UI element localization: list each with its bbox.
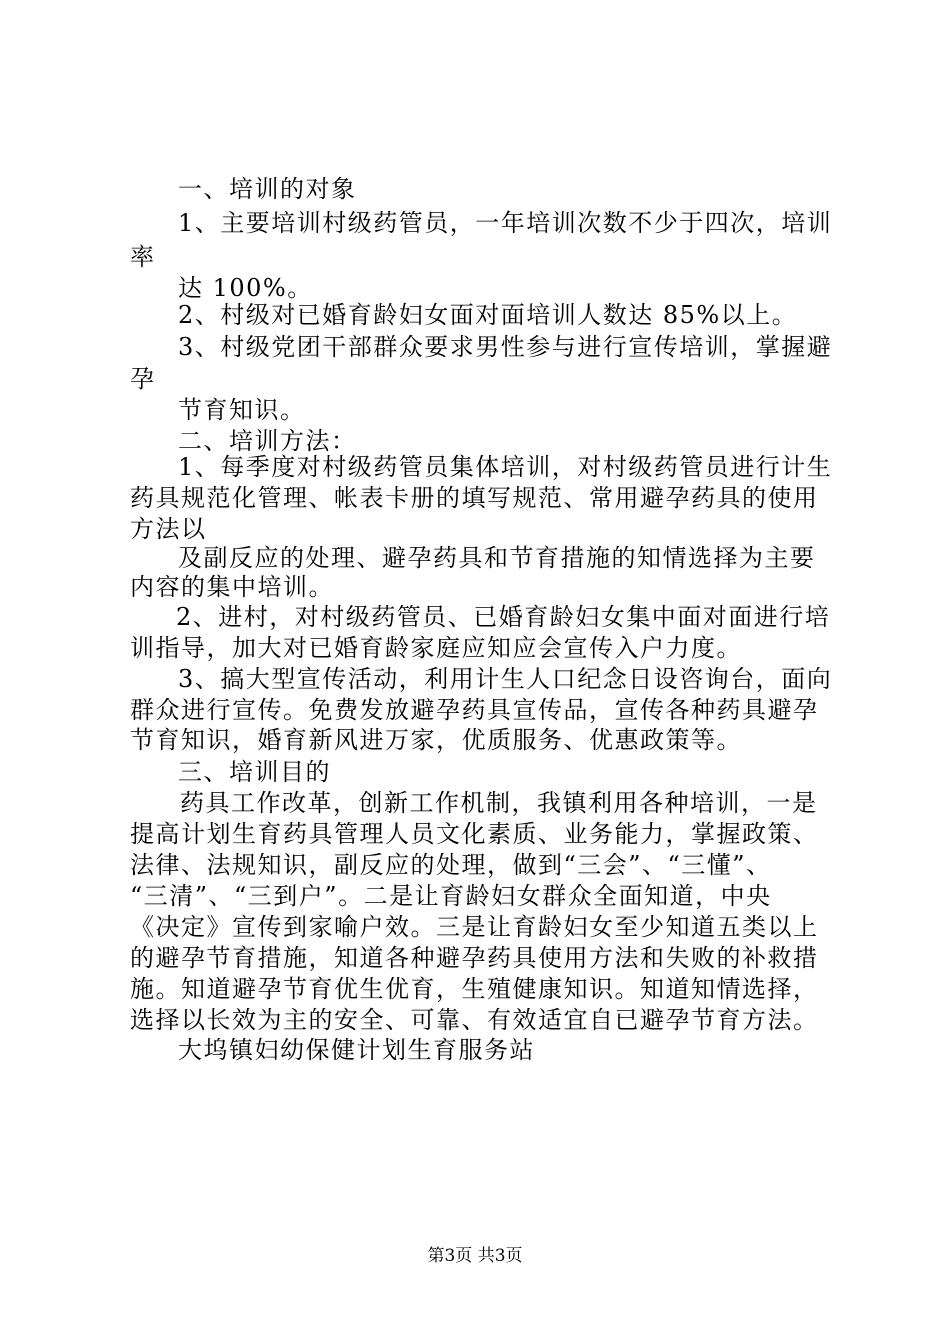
- paragraph-line: 率: [130, 243, 156, 271]
- paragraph-line: 选择以长效为主的安全、可靠、有效适宜自已避孕节育方法。: [130, 1006, 819, 1034]
- paragraph-line: 孕: [130, 365, 156, 393]
- paragraph-line: 2、进村，对村级药管员、已婚育龄妇女集中面对面进行培: [176, 603, 831, 631]
- paragraph-line: 训指导，加大对已婚育龄家庭应知应会宣传入户力度。: [130, 634, 742, 662]
- paragraph-line: 1、主要培训村级药管员，一年培训次数不少于四次，培训: [178, 209, 833, 237]
- paragraph-line: 提高计划生育药具管理人员文化素质、业务能力，掌握政策、: [130, 820, 819, 848]
- paragraph-line: 药具规范化管理、帐表卡册的填写规范、常用避孕药具的使用: [130, 484, 819, 512]
- paragraph-line: 法律、法规知识，副反应的处理，做到“三会”、“三懂”、: [130, 851, 772, 879]
- paragraph-line: 2、村级对已婚育龄妇女面对面培训人数达 85%以上。: [178, 301, 798, 329]
- paragraph-line: 群众进行宣传。免费发放避孕药具宣传品，宣传各种药具避孕: [130, 696, 819, 724]
- signature-organization: 大坞镇妇幼保健计划生育服务站: [178, 1036, 535, 1064]
- section-heading-training-goals: 三、培训目的: [178, 758, 331, 786]
- paragraph-line: 节育知识。: [178, 396, 306, 424]
- paragraph-line: 的避孕节育措施，知道各种避孕药具使用方法和失败的补救措: [130, 944, 819, 972]
- section-heading-training-methods: 二、培训方法：: [178, 427, 357, 455]
- paragraph-line: 内容的集中培训。: [130, 573, 334, 601]
- paragraph-line: 1、每季度对村级药管员集体培训，对村级药管员进行计生: [178, 453, 833, 481]
- paragraph-line: 3、搞大型宣传活动，利用计生人口纪念日设咨询台，面向: [178, 665, 833, 693]
- paragraph-line: 及副反应的处理、避孕药具和节育措施的知情选择为主要: [178, 544, 816, 572]
- paragraph-line: 3、村级党团干部群众要求男性参与进行宣传培训，掌握避: [178, 333, 833, 361]
- paragraph-line: “三清”、“三到户”。二是让育龄妇女群众全面知道，中央: [130, 882, 772, 910]
- paragraph-line: 施。知道避孕节育优生优育，生殖健康知识。知道知情选择，: [130, 975, 819, 1003]
- paragraph-line: 《决定》宣传到家喻户效。三是让育龄妇女至少知道五类以上: [130, 913, 819, 941]
- paragraph-line: 达 100%。: [178, 274, 313, 302]
- section-heading-training-targets: 一、培训的对象: [178, 175, 357, 203]
- paragraph-line: 方法以: [130, 515, 207, 543]
- paragraph-line: 药具工作改革，创新工作机制，我镇利用各种培训，一是: [180, 789, 818, 817]
- paragraph-line: 节育知识，婚育新风进万家，优质服务、优惠政策等。: [130, 726, 742, 754]
- page-number-footer: 第3页 共3页: [427, 1246, 523, 1266]
